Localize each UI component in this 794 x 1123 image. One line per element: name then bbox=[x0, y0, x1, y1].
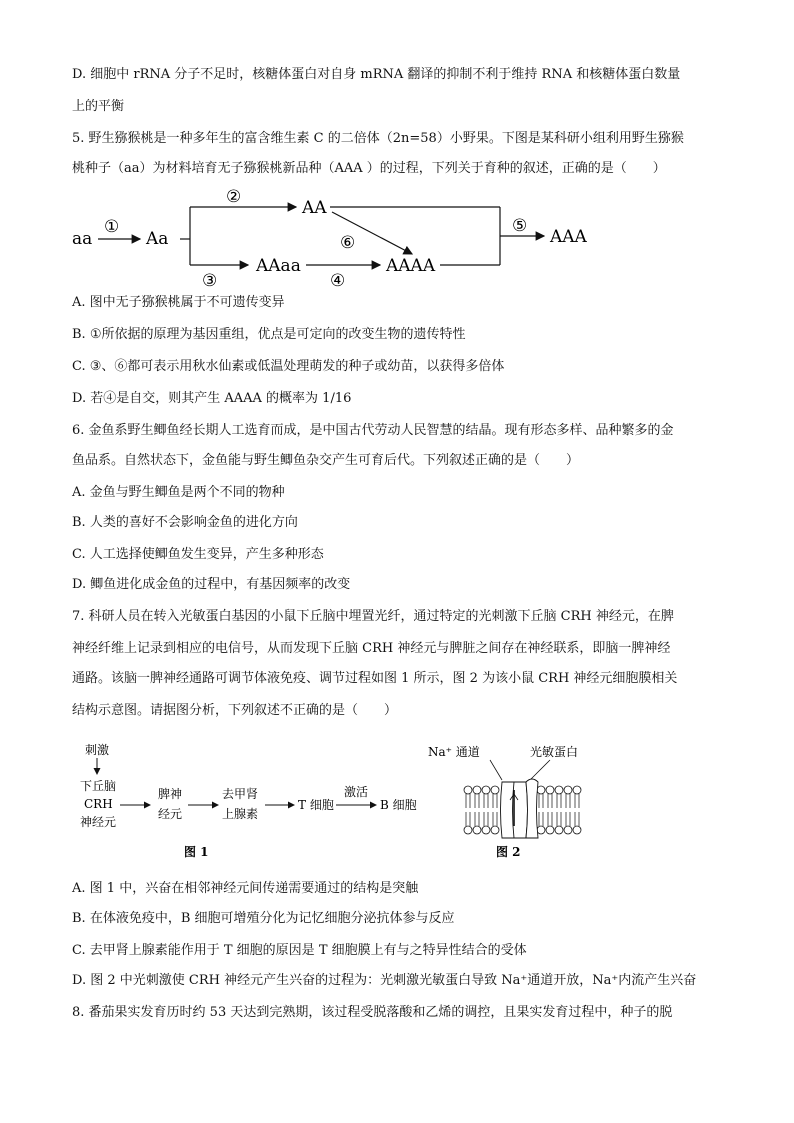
fig1-norepinephrine-1: 去甲肾 bbox=[222, 787, 259, 801]
q6-option-c: C. 人工选择使鲫鱼发生变异，产生多种形态 bbox=[72, 547, 324, 562]
fig1-stimulus: 刺激 bbox=[85, 743, 110, 757]
node-AAaa: AAaa bbox=[256, 256, 301, 276]
q7-option-a: A. 图 1 中，兴奋在相邻神经元间传递需要通过的结构是突触 bbox=[72, 881, 419, 896]
node-AA: AA bbox=[302, 198, 327, 218]
fig1-spleen-neuron-1: 脾神 bbox=[158, 787, 183, 801]
step-6-label: ⑥ bbox=[340, 233, 356, 253]
q5-option-d: D. 若④是自交，则其产生 AAAA 的概率为 1/16 bbox=[72, 391, 352, 406]
q6-option-a: A. 金鱼与野生鲫鱼是两个不同的物种 bbox=[72, 485, 285, 500]
q5-option-b: B. ①所依据的原理为基因重组，优点是可定向的改变生物的遗传特性 bbox=[72, 327, 466, 342]
q7-stem-line4: 结构示意图。请据图分析，下列叙述不正确的是（ ） bbox=[72, 703, 398, 718]
fig1-b-cell: B 细胞 bbox=[380, 798, 417, 812]
fig2-photosensitive-protein-label: 光敏蛋白 bbox=[530, 745, 579, 759]
fig1-norepinephrine-2: 上腺素 bbox=[222, 807, 259, 821]
q7-option-b: B. 在体液免疫中，B 细胞可增殖分化为记忆细胞分泌抗体参与反应 bbox=[72, 911, 455, 926]
step-3-label: ③ bbox=[202, 271, 218, 291]
q5-stem-line2: 桃种子（aa）为材料培育无子猕猴桃新品种（AAA ）的过程，下列关于育种的叙述，正确的是（ ） bbox=[72, 161, 666, 176]
q7-stem-line3: 通路。该脑一脾神经通路可调节体液免疫、调节过程如图 1 所示，图 2 为该小鼠 CRH 神经元细胞膜相关 bbox=[72, 671, 678, 686]
fig1-spleen-neuron-2: 经元 bbox=[158, 807, 183, 821]
fig2-na-channel-label: Na⁺ 通道 bbox=[428, 745, 480, 759]
step-1-label: ① bbox=[104, 217, 120, 237]
step-4-label: ④ bbox=[330, 271, 346, 291]
q7-figure-1 bbox=[70, 738, 470, 868]
fig1-hypothalamus-2: CRH bbox=[84, 797, 113, 811]
q4-option-d-line1: D. 细胞中 rRNA 分子不足时，核糖体蛋白对自身 mRNA 翻译的抑制不利于维持 RNA 和核糖体蛋白数量 bbox=[72, 67, 681, 82]
node-AAA: AAA bbox=[550, 227, 587, 247]
fig1-hypothalamus-3: 神经元 bbox=[80, 815, 117, 829]
q7-figure-2 bbox=[420, 738, 720, 868]
fig1-activate: 激活 bbox=[344, 785, 369, 799]
q6-stem-line1: 6. 金鱼系野生鲫鱼经长期人工选育而成，是中国古代劳动人民智慧的结晶。现有形态多样、品种繁多的金 bbox=[72, 423, 674, 438]
q5-stem-line1: 5. 野生猕猴桃是一种多年生的富含维生素 C 的二倍体（2n=58）小野果。下图是某科研小组利用野生猕猴 bbox=[72, 131, 684, 146]
fig1-caption: 图 1 bbox=[184, 845, 209, 859]
node-aa: aa bbox=[72, 229, 93, 249]
fig1-t-cell: T 细胞 bbox=[298, 798, 334, 812]
q4-option-d-line2: 上的平衡 bbox=[72, 99, 125, 114]
q7-stem-line2: 神经纤维上记录到相应的电信号，从而发现下丘脑 CRH 神经元与脾脏之间存在神经联系，即脑一脾神经 bbox=[72, 641, 671, 656]
fig2-photosensitive-protein bbox=[526, 779, 538, 838]
q7-option-c: C. 去甲肾上腺素能作用于 T 细胞的原因是 T 细胞膜上有与之特异性结合的受体 bbox=[72, 943, 527, 958]
q5-option-a: A. 图中无子猕猴桃属于不可遗传变异 bbox=[72, 295, 285, 310]
q7-stem-line1: 7. 科研人员在转入光敏蛋白基因的小鼠下丘脑中埋置光纤，通过特定的光刺激下丘脑 CRH 神经元，在脾 bbox=[72, 609, 674, 624]
q5-breeding-diagram bbox=[60, 182, 620, 292]
q7-option-d: D. 图 2 中光刺激使 CRH 神经元产生兴奋的过程为：光刺激光敏蛋白导致 Na⁺通道开放，Na⁺内流产生兴奋 bbox=[72, 973, 697, 988]
q8-stem-line1: 8. 番茄果实发育历时约 53 天达到完熟期，该过程受脱落酸和乙烯的调控，且果实发育过程中，种子的脱 bbox=[72, 1005, 673, 1020]
q6-option-d: D. 鲫鱼进化成金鱼的过程中，有基因频率的改变 bbox=[72, 577, 351, 592]
fig1-hypothalamus-1: 下丘脑 bbox=[80, 779, 117, 793]
fig2-caption: 图 2 bbox=[496, 845, 521, 859]
q5-option-c: C. ③、⑥都可表示用秋水仙素或低温处理萌发的种子或幼苗，以获得多倍体 bbox=[72, 359, 505, 374]
step-2-label: ② bbox=[226, 187, 242, 207]
q6-option-b: B. 人类的喜好不会影响金鱼的进化方向 bbox=[72, 515, 298, 530]
step-5-label: ⑤ bbox=[512, 216, 528, 236]
node-Aa: Aa bbox=[146, 229, 169, 249]
node-AAAA: AAAA bbox=[386, 256, 436, 276]
q6-stem-line2: 鱼品系。自然状态下，金鱼能与野生鲫鱼杂交产生可育后代。下列叙述正确的是（ ） bbox=[72, 453, 580, 468]
